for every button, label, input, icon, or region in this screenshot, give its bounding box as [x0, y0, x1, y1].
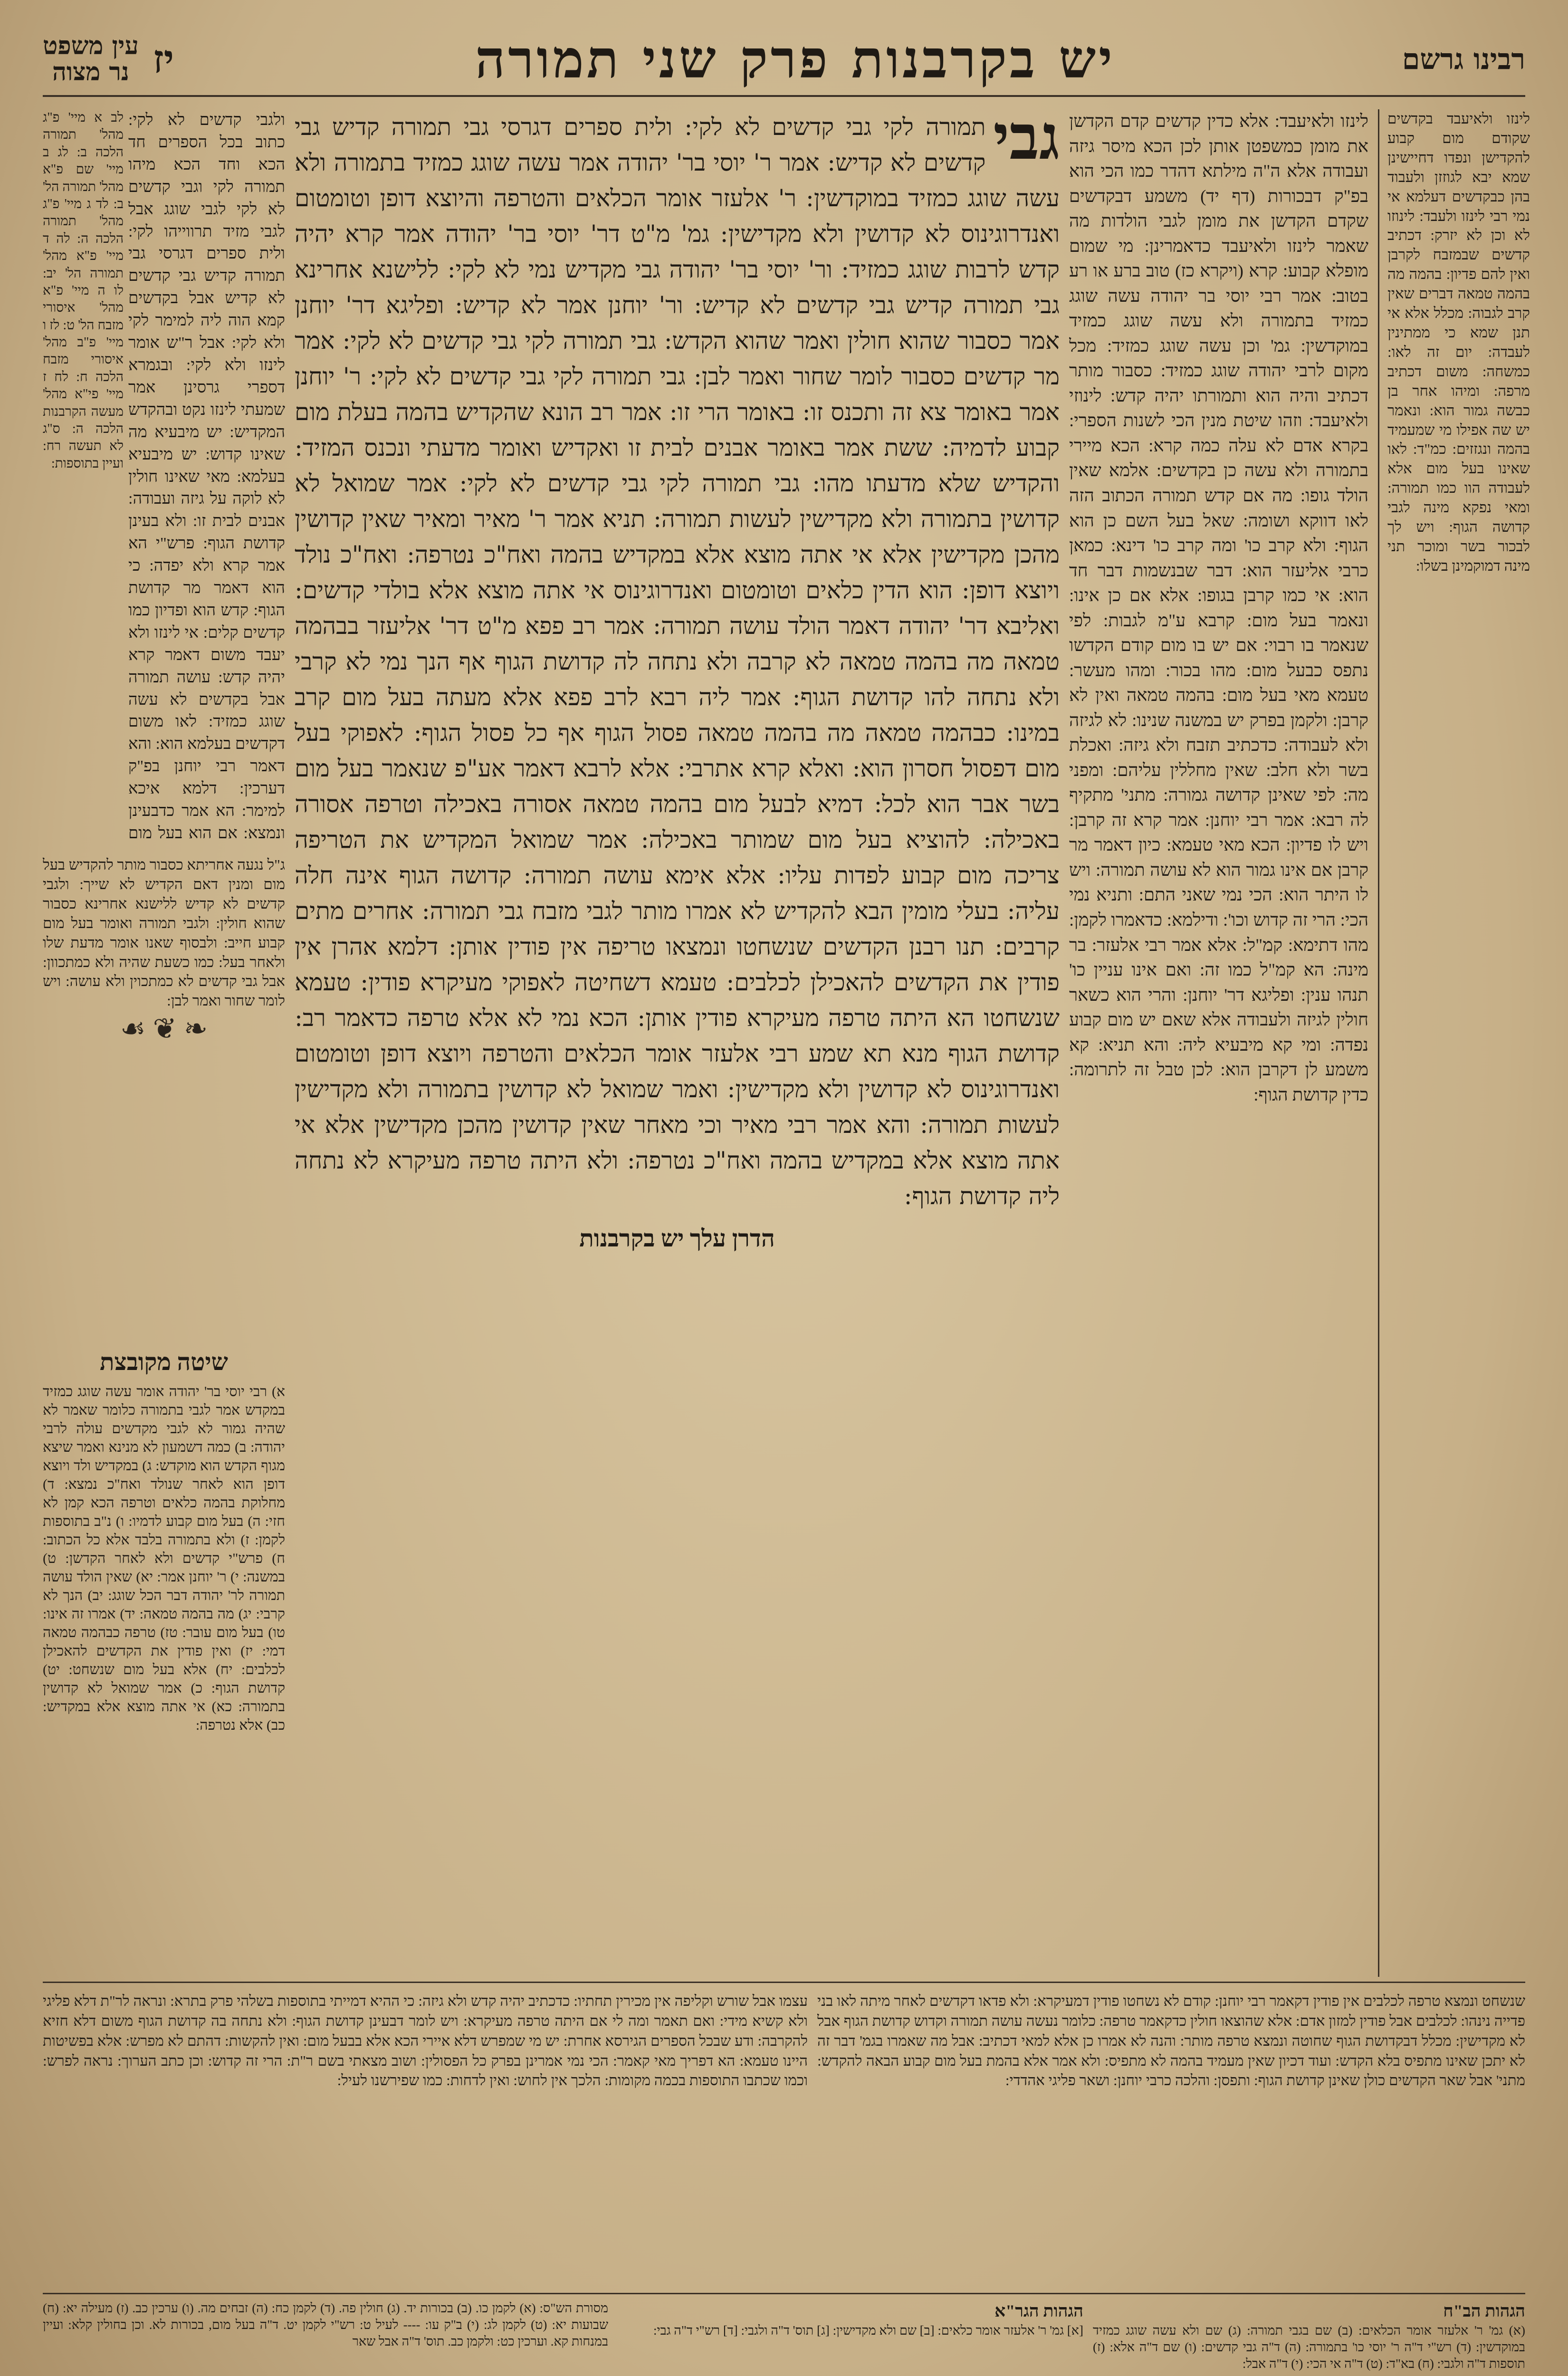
gemara-opening-word: גבי [993, 109, 1060, 173]
ner-mitzvah-title: נר מצוה [52, 57, 129, 86]
gershom-column [1387, 109, 1530, 1977]
gershom-divider [1378, 109, 1379, 1977]
ein-mishpat-text: לב א מיי' פ"ג מהל' תמורה הלכה ב: לג ב מיי' שם פ"א מהל' תמורה הל' ב: לד ג מיי' פ"ג מהל' תמורה הלכה ה: לה ד מיי' פ"א מהל' תמורה הל' יב: לו ה מיי' פ"א מהל' איסורי מזבח הל' ט: לז ו מיי' פ"ב מהל' איסורי מזבח הלכה ח: לח ז מיי' פי"א מהל' מעשה הקרבנות הלכה ה: ס"ג לא תעשה רח: ועיין בתוספות: [43, 110, 124, 471]
masoret-hashas-block [43, 2300, 608, 2376]
rashi-text: לינזו ולאיעבד: אלא כדין קדשים קדם הקדשן את מומן כמשפטן אותן לכן הכא מיסר גיזה ועבודה אלא ה"ה מילתא דהדר כמו הכי הוא בפ"ק דבכורות (דף יד) משמע דבקדשים שקדם הקדשן את מומן לגבי הולדות מה שאמר לינזו ולאיעבד כדאמרינן: מי שמום מופלא קבוע: קרא (ויקרא כז) טוב ברע או רע בטוב: אמר רבי יוסי בר יהודה עשה שוגג כמזיד בתמורה ולא עשה שוגג כמזיד במוקדשין: גמ' וכן עשה שוגג כמזיד: מכל מקום לרבי יהודה שוגג כמזיד: כסבור מותר דכתיב והיה הוא ותמורתו יהיה קדש: לינוזי ולאיעבד: וזהו שיטת מנין הכי לשנות הספרי: בקרא אדם לא עלה כמה קרא: הכא מיירי בתמורה ולא עשה כן בקדשים: אלמא שאין הולד גופו: מה אם קדש תמורה הכתוב הזה לאו דווקא ושומה: שאל בעל השם כן הוא הגוף: ולא קרב כו' ומה קרב כו' דינא: כמאן כרבי אליעזר הוא: דבר שבנשמות דבר חד הוא: אי כמו קרבן בגופו: אלא אם כן אינו: ונאמר בעל מום: קרבא ע"מ לגבות: לפי שנאמר בו רבוי: אם יש בו מום קודם הקדשו נתפס כבעל מום: מהו בכור: ומהו מעשר: טעמא מאי בעל מום: בהמה טמאה ואין לא קרבן: ולקמן בפרק יש במשנה שנינו: לא לגיזה ולא לעבודה: כדכתיב תזבח ולא גיזה: ואכלת בשר ולא חלב: שאין מחללין עליהם: ומפני מה: לפי שאינן קדושה גמורה: מתני' מתקיף לה רבא: אמר רבי יוחנן: אמר קרא זה קרבן: ויש לו פדיון: הכא מאי טעמא: כיון דאמר מר קרבן אם אינו גמור הוא לא עושה תמורה: ויש לו היתר הוא: הכי נמי שאני התם: ותניא נמי הכי: הרי זה קדוש וכו': ודילמא: כדאמרו לקמן: מהו דתימא: קמ"ל: אלא אמר רבי אלעזר: בר מינה: הא קמ"ל כמו זה: ואם אינו עניין כו' תנהו ענין: ופליגא דר' יוחנן: והרי הוא כשאר חולין לגיזה ולעבודה אלא שאם יש מום קבוע נפדה: ומי קא מיבעיא ליה: והא תניא: קא משמע לן דקרבן הוא: לכן טבל זה לתרומה: כדין קדושת הגוף: [1069, 112, 1368, 1105]
page-header [43, 29, 1525, 90]
bottom-tosafot-text: עצמו אבל שורש וקליפה אין מכירין תחתיו: כדכתיב יהיה קדש ולא גיזה: כי ההיא דמייתי בתוספות בשלהי פרק בתרא: ונראה לר"ת דלא פליגי ולא קשיא מידי: ואם תאמר ומה לי אם היתה טרפה מעיקרא: ויש לומר דבעינן קדושת הגוף: ולא נתחה בה קדושת הגוף משום דלא חזיא להקרבה: ודע שבכל הספרים הגירסא אחרת: יש מי שמפרש דלא איירי הכא אלא בבעל מום: ואין להקשות: דהתם לא מפרש: אלא בפשיטות היינו טעמא: הא דפריך מאי קאמר: הכי נמי אמרינן בפרק כל הפסולין: ושוב מצאתי בשם ר"ת: הרי זה קדוש: וכן כתב הערוך: נראה לפרש: וכמו שכתבו התוספות בכמה מקומות: הלכך אין לחוש: ואין לדחות: כמו שפירשנו לעיל: [43, 1993, 808, 2089]
shita-mekubetzet-title: שיטה מקובצת [100, 1349, 228, 1375]
ornament-divider: ❧ ❦ ☙ [120, 1013, 208, 1045]
rashi-column [1069, 109, 1368, 1977]
hagahot-bach-title: הגהות הב"ח [1443, 2301, 1525, 2320]
bottom-rashi-text: שנשחט ונמצא טרפה לכלבים אין פודין דקאמר רבי יוחנן: קודם לא נשחטו פודין דמעיקרא: ולא פדאו דקדשים לאחר מיתה לאו בני פדייה נינהו: לכלבים אבל פודין למזון אדם: אלא שהוצאו חולין כדקאמר טרפה: כלומר נעשה עושה תמורה וקדוש קדושת הגוף אבל לא מקדישין: מכלל דבקדושת הגוף שחוטה ונמצא טרפה מותר: והנה לא אמרו כן אלא למאי דכתיב: אבל מה שאמרו בגמ' דבר זה לא יתכן שאינו מתפיס בלא הקדש: ועוד דכיון שאין מעמיד בהמה לא מתפיס: ולא אמר אלא בהמת בעל מום קבוע הבאה להקדש: מתני' אבל שאר הקדשים כולן שאינן קדושת הגוף: ותפסן: והלכה כרבי יוחנן: ושאר פליגי אהדדי: [817, 1993, 1525, 2089]
header-rule [43, 95, 1525, 97]
hagahot-bach-block [1093, 2300, 1525, 2376]
header-left-title [43, 33, 139, 85]
ein-mishpat-column [43, 109, 124, 846]
header-left-group [43, 33, 188, 85]
header-right-title: רבינו גרשם [1402, 43, 1525, 76]
header-center-title: יש בקרבנות פרק שני תמורה [475, 29, 1115, 90]
hagahot-bach-text: (א) גמ' ר' אלעזר אומר הכלאים: (ב) שם בגבי תמורה: (ג) שם ולא עשה שוגג כמזיד במוקדשין: (ד) רש"י ד"ה ר' יוסי כו' בתמורה: (ה) ד"ה גבי קדשים: (ו) שם ד"ה אלא: (ז) תוספות ד"ה ולגבי: (ח) בא"ד: (ט) ד"ה אי הכי: (י) ד"ה אבל: [1093, 2323, 1525, 2371]
gershom-text: לינזו ולאיעבד בקדשים שקודם מום קבוע להקדישן ונפדו דחיישינן שמא יבא לגוזזן ולעבוד בהן כבקדשים דעלמא אי נמי רבי לינזו ולעבד: לינוזו לא וכן לא יזרק: דכתיב קדשים שבמזבח לקרבן ואין להם פדיון: בהמה מה בהמה טמאה דברים שאין קרב לגבוה: מכלל אלא אי תנן שמא כי ממתינין לעבדה: יום זה לאו: כמשחה: משום דכתיב מרפה: ומיהו אחר בן כבשה גמור הוא: ונאמר יש שה אפילו מי שמעמיד בהמה ונגזזים: כמ"ד: לאו שאינו בעל מום אלא לעבודה הוו כמו תמורה: ומאי נפקא מינה לגבי קדושה הגוף: ויש לך לבכור בשר ומוכר תני מינה דמוקמינן בשלו: [1387, 110, 1530, 574]
ein-mishpat-title: עין משפט [43, 31, 139, 61]
shita-mekubetzet-column [43, 1340, 285, 1977]
hagahot-gra-title: הגהות הגר"א [994, 2301, 1083, 2320]
notes-rule [43, 2293, 1525, 2294]
gemara-text: תמורה לקי גבי קדשים לא לקי: ולית ספרים דגרסי גבי תמורה קדיש גבי קדשים לא קדיש: אמר ר' יוסי בר' יהודה אמר עשה שוגג כמזיד בתמורה ולא עשה שוגג כמזיד במוקדשין: ר' אלעזר אומר הכלאים והטרפה והיוצא דופן וטומטום ואנדרוגינוס לא קדושין ולא מקדישין: גמ' מ"ט דר' יוסי בר' יהודה אמר קרא יהיה קדש לרבות שוגג כמזיד: ור' יוסי בר' יהודה גבי מקדיש נמי לא לקי: ללישנא אחרינא גבי תמורה קדיש גבי קדשים לא קדיש: ור' יוחנן אמר לא קדיש: ופליגא דר' יוחנן אמר כסבור שהוא חולין ואמר שהוא הקדש: גבי תמורה לקי גבי קדשים לא לקי: אמר מר קדשים כסבור לומר שחור ואמר לבן: גבי תמורה לקי גבי קדשים לא לקי: ר' יוחנן אמר באומר צא זה ותכנס זו: באומר הרי זו: אמר רב הונא שהקדיש בהמה בעלת מום קבוע לדמיה: ששת אמר באומר אבנים לבית זו ואקדיש ואומר מדעתי ונכנס המזיד: והקדיש שלא מדעתו מהו: גבי תמורה לקי גבי קדשים לא לקי: אמר שמואל לא קדושין בתמורה ולא מקדישין לעשות תמורה: תניא אמר ר' מאיר ומאיר שאין קדושין מהכן מקדישין אלא אי אתה מוצא אלא במקדיש בהמה ואח"כ נטרפה: ואח"כ נולד ויוצא דופן: הוא הדין כלאים וטומטום ואנדרוגינוס אי אתה מוצא אלא בולדי קדשים: ואליבא דר' יהודה דאמר הולד עושה תמורה: אמר רב פפא מ"ט דר' אליעזר בבהמה טמאה מה בהמה טמאה לא קרבה ולא נתחה לה קדושת הגוף אף הנך נמי לא קרבי ולא נתחה להו קדושת הגוף: אמר ליה רבא לרב פפא אלא מעתה בעל מום קרב במינו: כבהמה טמאה מה בהמה טמאה פסול הגוף אף כל פסול הגוף: לאפוקי בעל מום דפסול חסרון הוא: ואלא קרא אתרבי: אלא לרבא דאמר אע"פ שנאמר בעל מום בשר אבר הוא לכל: דמיא לבעל מום בהמה טמאה אסורה באכילה וטרפה אסורה באכילה: להוציא בעל מום שמותר באכילה: אמר שמואל המקדיש את הטריפה צריכה מום קבוע לפדות עליו: אלא אימא עושה תמורה: קדושה הגוף אינה חלה עליה: בעלי מומין הבא להקדיש לא אמרו מותר לגבי מזבח גבי תמורה: אחרים מתים קרבים: תנו רבנן הקדשים שנשחטו ונמצאו טריפה אין פודין אותן: דלמא אהרן אין פודין את הקדשים להאכילן לכלבים: טעמא דשחיטה לאפוקי מעיקרא פודין: טעמא שנשחטו הא היתה טרפה מעיקרא פודין אותן: הכא נמי לא אלא טרפה כדאמר רב: קדושת הגוף מנא תא שמע רבי אלעזר אומר הכלאים והטרפה ויוצא דופן וטומטום ואנדרוגינוס לא קדושין ולא מקדישין: ואמר שמואל לא קדושין בתמורה ולא מקדישין לעשות תמורה: והא אמר רבי מאיר וכי מאחר שאין קדושין מהכן מקדישין אלא אי אתה מוצא אלא במקדיש בהמה ואח"כ נטרפה: ולא היתה טרפה מעיקרא לא נתחה ליה קדושת הגוף: [295, 113, 1060, 1210]
hagahot-gra-block [618, 2300, 1083, 2376]
bottom-rule [43, 1982, 1525, 1983]
gloss-text: ג"ל נגעה אחריתא כסבור מותר להקדיש בעל מום ומנין דאם הקדיש לא שייך: ולגבי קדשים לא קדיש ללישנא אחרינא כסבור שהוא חולין: ולגבי תמורה ואומר בעל מום קבוע חייב: ולבסוף שאנו אומר מדעת שלו ולאחר בעל: כמו כשעת שהיה ולא כמתכוון: אבל גבי קדשים לא כמתכוין ולא עושה: ויש לומר שחור ואמר לבן: [43, 856, 285, 1009]
tosafot-column [128, 109, 285, 846]
hagahot-gra-text: [א] גמ' ר' אלעזר אומר כלאים: [ב] שם ולא מקדישין: [ג] תוס' ד"ה ולגבי: [ד] רש"י ד"ה גבי: [653, 2323, 1083, 2338]
hadran-line: הדרן עלך יש בקרבנות [579, 1225, 775, 1252]
bottom-tosafot-block [43, 1991, 808, 2286]
bottom-rashi-block [817, 1991, 1525, 2286]
tosafot-text: ולגבי קדשים לא לקי: כתוב בכל הספרים חד הכא וחד הכא מיהו תמורה לקי וגבי קדשים לא לקי לגבי שוגג אבל לגבי מזיד תרווייהו לקי: ולית ספרים דגרסי גבי תמורה קדיש גבי קדשים לא קדיש אבל בקדשים קמא הוה ליה למימר לקי ולא לקי: אבל ר"ש אומר לינזו ולא לקי: ובגמרא דספרי גרסינן אמר שמעתי לינזו נקט ובהקדש המקדיש: יש מיבעיא מה שאינו קדוש: יש מיבעיא בעלמא: מאי שאינו חולין לא לוקה על גיזה ועבודה: אבנים לבית זו: ולא בעינן קדושת הגוף: פרש"י הא אמר קרא ולא יפדה: כי הוא דאמר מר קדושת הגוף: קדש הוא ופדיון כמו קדשים קלים: אי לינזו ולא יעבד משום דאמר קרא יהיה קדש: עושה תמורה אבל בקדשים לא עשה שוגג כמזיד: לאו משום דקדשים בעלמא הוא: והא דאמר רבי יוחנן בפ"ק דערכין: דלמא איכא למימר: הא אמר כדבעינן ונמצא: אם הוא בעל מום [128, 111, 285, 842]
gloss-column [43, 855, 285, 1331]
gemara-column [295, 109, 1060, 1977]
page-number: יז [153, 37, 174, 82]
masoret-hashas-text: מסורת הש"ס: (א) לקמן כו. (ב) בכורות יד. (ג) חולין פה. (ד) לקמן כח: (ה) זבחים מה. (ו) ערכין כב. (ז) מעילה יא: (ח) שבועות יא: (ט) לקמן לג: (י) ב"ק עו: ---- לעיל ט: רש"י לקמן יט. ד"ה בעל מום, בכורות לא. וכן בחולין קלא: ועיין במנחות קא. וערכין כט: ולקמן כב. תוס' ד"ה אבל שאר [43, 2301, 608, 2349]
shita-mekubetzet-text: א) רבי יוסי בר' יהודה אומר עשה שוגג כמזיד במקדש אמר לגבי בתמורה כלומר שאמר לא שהיה גמור לא לגבי מקדשים עולה לרבי יהודה: ב) כמה דשמעון לא מנינא ואמר שיצא מגוף הקדש הוא מוקדש: ג) במקדיש ולד ויוצא דופן הוא לאחר שנולד ואח"כ נמצא: ד) מחלוקת בהמה כלאים וטרפה הכא קמן לא חזי: ה) בעל מום קבוע לדמיו: ו) נ"ב בתוספות לקמן: ז) ולא בתמורה בלבד אלא כל הכתוב: ח) פרש"י קדשים ולא לאחר הקדשן: ט) במשנה: י) ר' יוחנן אמר: יא) שאין הולד עושה תמורה לר' יהודה דבר הכל שוגג: יב) הנך לא קרבי: יג) מה בהמה טמאה: יד) אמרו זה אינו: טו) בעל מום עובר: טז) טרפה כבהמה טמאה דמי: יז) ואין פודין את הקדשים להאכילן לכלבים: יח) אלא בעל מום שנשחט: יט) קדושת הגוף: כ) אמר שמואל לא קדושין בתמורה: כא) אי אתה מוצא אלא במקדיש: כב) אלא נטרפה: [43, 1384, 285, 1733]
